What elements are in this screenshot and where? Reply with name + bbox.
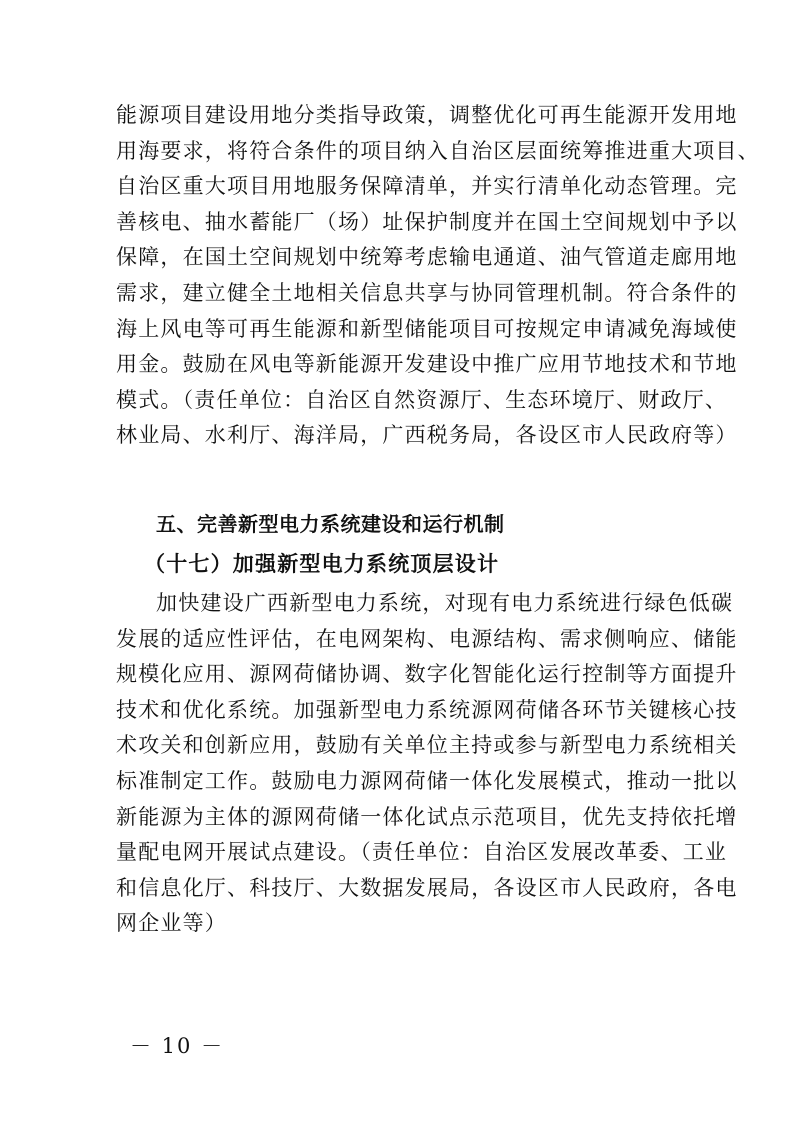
paragraph-line: 海上风电等可再生能源和新型储能项目可按规定申请减免海域使 [116, 316, 738, 341]
paragraph-line: 林业局、水利厅、海洋局，广西税务局，各设区市人民政府等） [116, 423, 738, 448]
subsection-heading: （十七）加强新型电力系统顶层设计 [144, 551, 500, 576]
paragraph-line: 和信息化厅、科技厅、大数据发展局，各设区市人民政府，各电 [116, 875, 738, 900]
paragraph-line: 技术和优化系统。加强新型电力系统源网荷储各环节关键核心技 [116, 697, 738, 722]
paragraph-line: 标准制定工作。鼓励电力源网荷储一体化发展模式，推动一批以 [116, 768, 738, 793]
paragraph-line: 保障，在国土空间规划中统筹考虑输电通道、油气管道走廊用地 [116, 245, 738, 270]
paragraph-line: 用金。鼓励在风电等新能源开发建设中推广应用节地技术和节地 [116, 352, 738, 377]
paragraph-line: 发展的适应性评估，在电网架构、电源结构、需求侧响应、储能 [116, 626, 738, 651]
paragraph-line: 新能源为主体的源网荷储一体化试点示范项目，优先支持依托增 [116, 804, 738, 829]
paragraph-line: 能源项目建设用地分类指导政策，调整优化可再生能源开发用地 [116, 103, 738, 127]
section-heading: 五、完善新型电力系统建设和运行机制 [156, 512, 505, 536]
paragraph-line: 善核电、抽水蓄能厂（场）址保护制度并在国土空间规划中予以 [116, 209, 738, 234]
paragraph-line: 术攻关和创新应用，鼓励有关单位主持或参与新型电力系统相关 [116, 733, 738, 758]
page-number: － 10 － [130, 1034, 225, 1058]
paragraph-line: 量配电网开展试点建设。（责任单位：自治区发展改革委、工业 [116, 840, 728, 865]
paragraph-line: 加快建设广西新型电力系统，对现有电力系统进行绿色低碳 [156, 591, 734, 615]
paragraph-line: 规模化应用、源网荷储协调、数字化智能化运行控制等方面提升 [116, 662, 738, 687]
paragraph-line: 用海要求，将符合条件的项目纳入自治区层面统筹推进重大项目、 [116, 138, 760, 163]
paragraph-power-system [116, 586, 738, 942]
paragraph-line: 网企业等） [116, 911, 227, 936]
paragraph-line: 需求，建立健全土地相关信息共享与协同管理机制。符合条件的 [116, 280, 738, 305]
paragraph-line: 自治区重大项目用地服务保障清单，并实行清单化动态管理。完 [116, 174, 738, 199]
paragraph-line: 模式。（责任单位：自治区自然资源厅、生态环境厅、财政厅、 [116, 387, 728, 412]
paragraph-land-policy [116, 98, 760, 454]
